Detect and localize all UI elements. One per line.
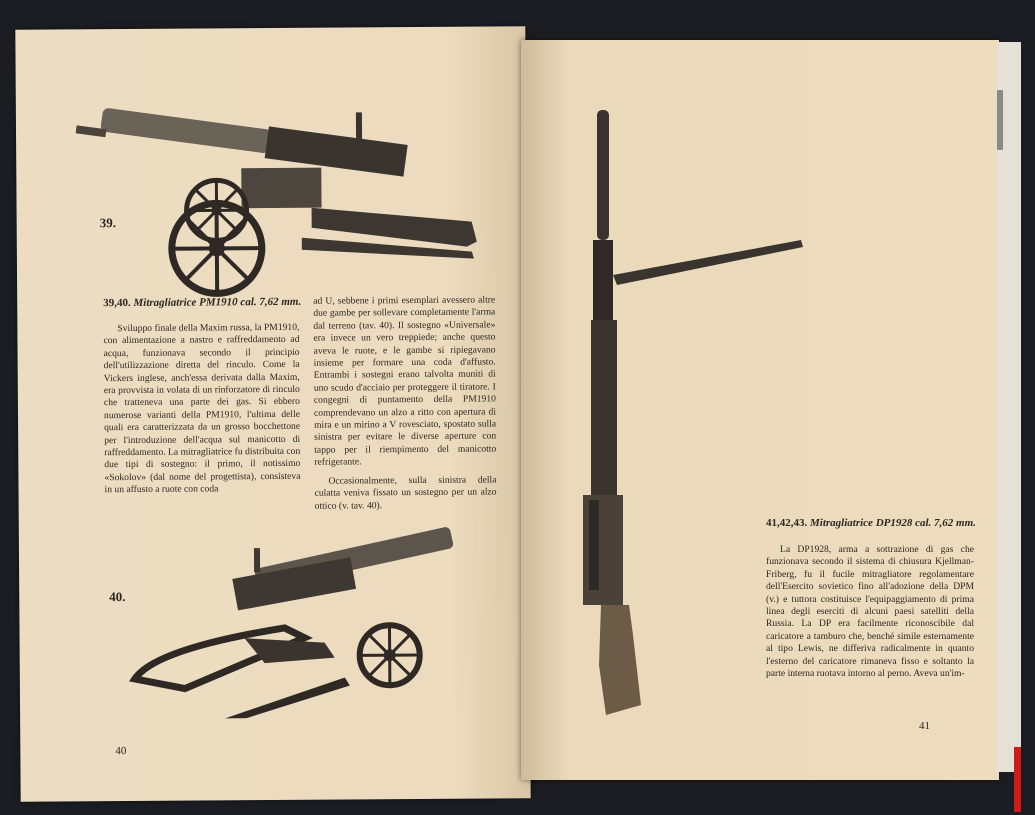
figure-40-maxim-legged [124,527,465,719]
left-caption-heading [103,296,313,310]
caption-number: 41,42,43. [766,517,808,529]
paragraph: Occasionalmente, sulla sinistra della culatta veniva fissato un sostegno per un alzo ottico (v. tav. 40). [314,474,497,512]
page-number-right: 41 [919,720,930,732]
right-text-column [766,544,974,683]
figure-39-label: 39. [99,215,116,231]
cover-stripe-grey [997,90,1003,150]
caption-title: Mitragliatrice DP1928 cal. 7,62 mm. [810,517,976,529]
right-caption-heading [766,517,978,530]
paragraph: Sviluppo finale della Maxim russa, la PM1910, con alimentazione a nastro e raffreddamento ad acqua, funzionava secondo il principio dell'utilizzazione diretta del rinculo. Come la Vickers inglese, anch'essa derivata dalla Maxim, era provvista in volata di un rinforzatore di rinculo che tratteneva una parte dei gas. Si ebbero numerose varianti della PM1910, l'ultima delle quali era caratterizzata da un grosso bocchettone per l'introduzione dell'acqua sul manicotto di raffreddamento. La mitragliatrice fu distribuita con due tipi di sostegno: il primo, il notissimo «Sokolov» (dal nome del progettista), consisteva in un affusto a ruote con coda [103,321,301,496]
caption-title: Mitragliatrice PM1910 cal. 7,62 mm. [133,295,302,309]
right-page [521,40,999,780]
book-cover-edge [997,42,1021,772]
figure-39-maxim-wheeled [71,96,492,299]
figure-40-label: 40. [109,589,126,605]
left-text-column-2 [313,294,497,515]
caption-number: 39,40. [103,296,131,310]
bookmark-red [1014,747,1021,812]
page-number-left: 40 [115,745,127,758]
paragraph: La DP1928, arma a sottrazione di gas che funzionava secondo il sistema di chiusura Kjellman-Friberg, fu il fucile mitragliatore regolamentare dell'Esercito sovietico fino all'adozione della DPM (v.) e tuttora costituisce l'equipaggiamento di prima linea degli eserciti di alcuni paesi satelliti della Russia. La DP era facilmente riconoscibile dal caricatore a tamburo che, benché simile esternamente al tipo Lewis, ne differiva radicalmente in quanto l'esterno del caricatore rimaneva fisso e soltanto la parte interna ruotava intorno al perno. Aveva un'im- [766,544,974,680]
paragraph: ad U, sebbene i primi esemplari avessero altre due gambe per sollevare completamente l'arma dal terreno (tav. 40). Il sostegno «Universale» era invece un vero treppiede; anche questo aveva le ruote, e le gambe si ripiegavano insieme per formare una coda d'affusto. Entrambi i sostegni erano talvolta muniti di uno scudo d'acciaio per proteggere il tiratore. I congegni di puntamento della PM1910 comprendevano un alzo a ritto con apertura di mira e un mirino a V rovesciato, spostato sulla sinistra per evitare le diverse aperture con tappo per il riempimento del manicotto refrigerante. [313,294,497,468]
left-text-column-1 [103,322,300,500]
left-page [15,26,530,802]
